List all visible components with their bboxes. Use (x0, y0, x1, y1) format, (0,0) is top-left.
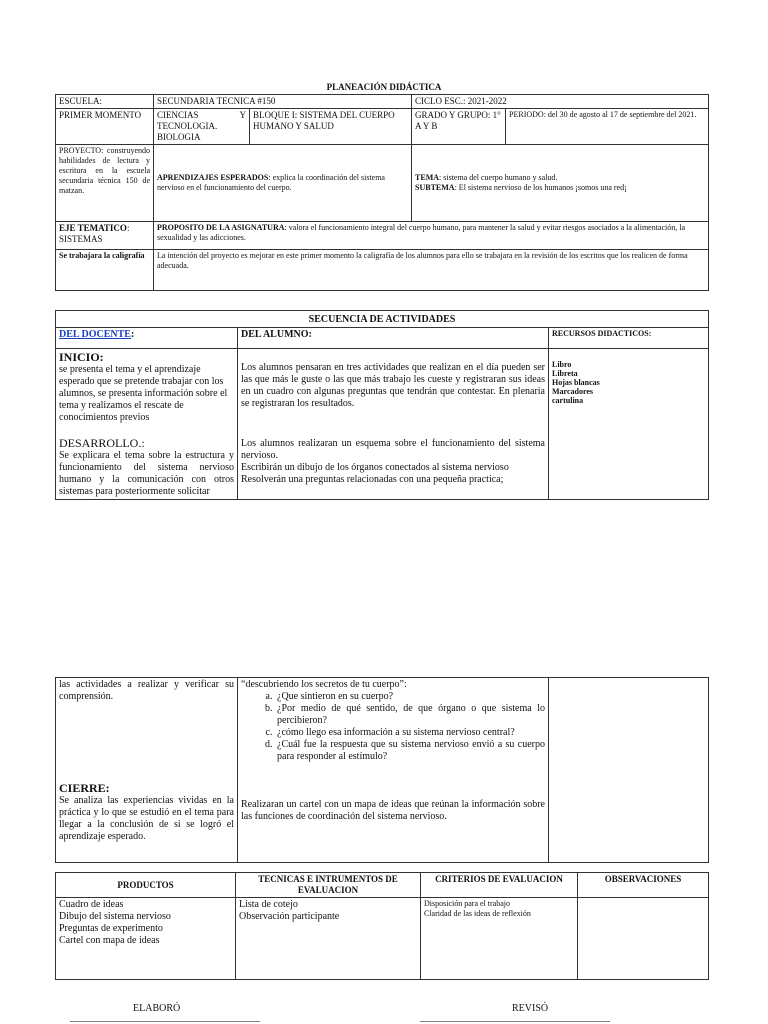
producto-item: Dibujo del sistema nervioso (59, 911, 171, 922)
eje-tematico (56, 222, 154, 250)
proposito-label: PROPOSITO DE LA ASIGNATURA (157, 223, 285, 232)
desarrollo-alumno-1: Los alumnos realizaran un esquema sobre el funcionamiento del sistema nervioso. (241, 438, 545, 461)
desarrollo-alumno-2: Escribirán un dibujo de los órganos conectados al sistema nervioso (241, 462, 509, 473)
desarrollo-docente: Se explicara el tema sobre la estructura y funcionamiento del sistema nervioso humano y la comunicación con otros sistemas para posteriormente solicitar (59, 450, 234, 497)
se-trabajara: Se trabajara la caligrafía (56, 250, 154, 291)
asignatura: CIENCIAS Y TECNOLOGIA. BIOLOGIA (154, 109, 250, 145)
producto-item: Preguntas de experimento (59, 923, 163, 934)
secuencia-title: SECUENCIA DE ACTIVIDADES (56, 311, 709, 328)
alumno-continuacion (238, 678, 549, 863)
periodo-value: : del 30 de agosto al 17 de septiembre del 2021. (543, 110, 697, 119)
recurso-item: Libro (552, 360, 572, 369)
observaciones-cell (578, 898, 709, 980)
proposito-value: : valora el funcionamiento integral del cuerpo humano, para mantener la salud y evitar riesgos asociados a la alimentación, la sexualidad y las adicciones. (157, 223, 686, 242)
secuencia-table (55, 310, 709, 500)
tecnica-item: Observación participante (239, 911, 340, 922)
firma-linea-reviso: ______________________________________ (420, 1012, 610, 1023)
pregunta-item: d. ¿Cuál fue la respuesta que su sistema nervioso envió a su cuerpo para responder al estímulo? (275, 739, 545, 763)
proposito (154, 222, 709, 250)
docente-continuacion-text: las actividades a realizar y verificar su comprensión. (59, 679, 234, 702)
momento: PRIMER MOMENTO (56, 109, 154, 145)
tema-subtema (412, 145, 709, 222)
evaluacion-table (55, 872, 709, 980)
preguntas-list (241, 691, 545, 763)
recurso-item: Marcadores (552, 387, 594, 396)
firma-linea-elaboro: ______________________________________ (70, 1012, 260, 1023)
eje-label: EJE TEMATICO (59, 223, 127, 233)
inicio-label: INICIO: (59, 350, 104, 364)
docente-colon: : (130, 329, 135, 340)
recursos-cell (549, 349, 709, 500)
criterios-header: CRITERIOS DE EVALUACION (421, 873, 578, 898)
subtema-label: SUBTEMA (415, 183, 455, 192)
desarrollo-alumno-3: Resolverán una preguntas relacionadas con una pequeña practica; (241, 474, 504, 485)
eje-value: : SISTEMAS (59, 223, 130, 244)
recurso-item: Libreta (552, 369, 578, 378)
cierre-docente: Se analiza las experiencias vividas en la práctica y lo que se estudió en el tema para llegar a la conclusión de si se logró el aprendizaje esperado. (59, 795, 234, 842)
docente-header (56, 328, 238, 349)
aprendizajes-label: APRENDIZAJES ESPERADOS (157, 173, 269, 182)
recursos-continuacion (549, 678, 709, 863)
criterios-cell (421, 898, 578, 980)
tecnica-item: Lista de cotejo (239, 899, 298, 910)
observaciones-header: OBSERVACIONES (578, 873, 709, 898)
pregunta-item: c. ¿cómo llego esa información a su sistema nervioso central? (275, 727, 545, 739)
aprendizajes-esperados (154, 145, 412, 222)
alumno-intro: “descubriendo los secretos de tu cuerpo”: (241, 679, 407, 690)
recurso-item: Hojas blancas (552, 378, 600, 387)
alumno-cell (238, 349, 549, 500)
cierre-alumno: Realizaran un cartel con un mapa de ideas que reúnan la información sobre las funciones de coordinación del sistema nervioso. (241, 799, 545, 822)
proyecto: PROYECTO: construyendo habilidades de lectura y escritura en la escuela secundaria técnica 150 de matzan. (56, 145, 154, 222)
tema-value: : sistema del cuerpo humano y salud. (439, 173, 558, 182)
docente-continuacion (56, 678, 238, 863)
producto-item: Cuadro de ideas (59, 899, 124, 910)
docente-link[interactable]: DEL DOCENTE (59, 329, 131, 340)
cierre-label: CIERRE: (59, 781, 110, 795)
escuela-label: ESCUELA: (56, 95, 154, 109)
recurso-item: cartulina (552, 396, 584, 405)
tecnicas-cell (236, 898, 421, 980)
aprendizajes-value: : explica la coordinación del sistema nervioso en el funcionamiento del cuerpo. (157, 173, 385, 192)
continuacion-table (55, 677, 709, 863)
ciclo-escolar: CICLO ESC.: 2021-2022 (412, 95, 709, 109)
escuela-value: SECUNDARIA TECNICA #150 (154, 95, 412, 109)
subtema-value: : El sistema nervioso de los humanos ¡somos una red¡ (454, 183, 627, 192)
criterio-item: Claridad de las ideas de reflexión (424, 909, 531, 918)
header-table (55, 94, 709, 291)
elaboro-label: ELABORÓ (133, 1003, 181, 1014)
desarrollo-label: DESARROLLO.: (59, 436, 145, 450)
tema-label: TEMA (415, 173, 440, 182)
recursos-header: RECURSOS DIDACTICOS: (549, 328, 709, 349)
grado-grupo: GRADO Y GRUPO: 1° A Y B (412, 109, 506, 145)
inicio-docente: se presenta el tema y el aprendizaje esperado que se pretende trabajar con los alumnos, se presenta información sobre el tema y realizamos el rescate de conocimientos previos (59, 364, 228, 423)
docente-cell (56, 349, 238, 500)
productos-header: PRODUCTOS (56, 873, 236, 898)
periodo-label: PERIODO (509, 110, 544, 119)
productos-cell (56, 898, 236, 980)
periodo (506, 109, 709, 145)
pregunta-item: b. ¿Por medio de qué sentido, de que órgano o que sistema lo percibieron? (275, 703, 545, 727)
producto-item: Cartel con mapa de ideas (59, 935, 160, 946)
alumno-header: DEL ALUMNO: (238, 328, 549, 349)
reviso-label: REVISÓ (512, 1003, 549, 1014)
criterio-item: Disposición para el trabajo (424, 899, 510, 908)
page-title: PLANEACIÓN DIDÁCTICA (326, 82, 442, 92)
inicio-alumno: Los alumnos pensaran en tres actividades que realizan en el día pueden ser las que más le guste o las que más trabajo les cueste y registraran sus ideas en un cuadro con algunas preguntas que tendrán que contestar. En plenaria se registraran los resultados. (241, 362, 545, 409)
bloque: BLOQUE I: SISTEMA DEL CUERPO HUMANO Y SALUD (250, 109, 412, 145)
tecnicas-header: TECNICAS E INTRUMENTOS DE EVALUACION (236, 873, 421, 898)
intencion-proyecto: La intención del proyecto es mejorar en este primer momento la caligrafía de los alumnos para ello se trabajara en la revisión de los escritos que los realicen de forma adecuada. (154, 250, 709, 291)
pregunta-item: a. ¿Que sintieron en su cuerpo? (275, 691, 545, 703)
